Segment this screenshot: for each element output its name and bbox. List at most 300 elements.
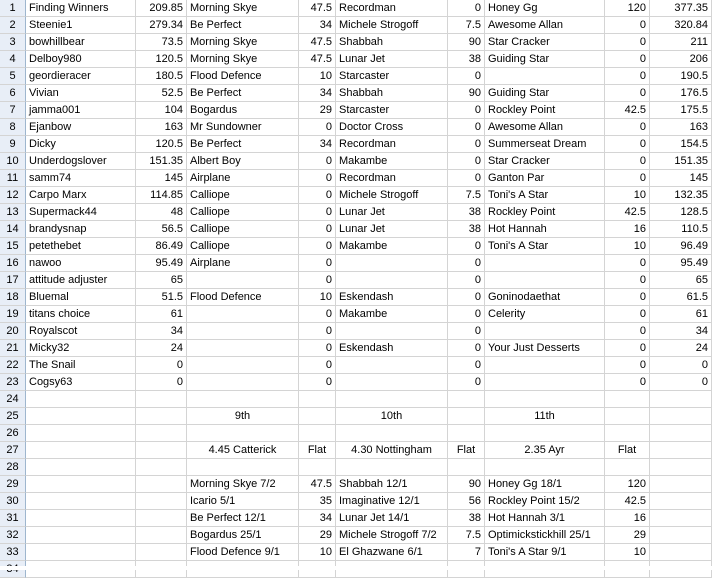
grid-cell[interactable]: 73.5 [136,34,187,51]
grid-cell[interactable]: Be Perfect [187,136,299,153]
grid-cell[interactable]: Be Perfect [187,85,299,102]
grid-cell[interactable]: 0 [448,153,485,170]
grid-cell[interactable]: brandysnap [26,221,136,238]
grid-cell[interactable] [650,425,712,442]
grid-cell[interactable]: Ejanbow [26,119,136,136]
grid-cell[interactable]: Airplane [187,255,299,272]
grid-cell[interactable]: 10 [299,68,336,85]
grid-cell[interactable]: 0 [605,85,650,102]
row-header[interactable]: 18 [0,289,26,306]
grid-cell[interactable] [650,544,712,561]
grid-cell[interactable]: 2.35 Ayr [485,442,605,459]
grid-cell[interactable]: Be Perfect 12/1 [187,510,299,527]
row-header[interactable]: 13 [0,204,26,221]
grid-cell[interactable]: Calliope [187,221,299,238]
grid-cell[interactable]: 0 [448,323,485,340]
grid-cell[interactable]: The Snail [26,357,136,374]
grid-cell[interactable] [187,459,299,476]
grid-cell[interactable]: 0 [448,170,485,187]
grid-cell[interactable] [650,476,712,493]
grid-cell[interactable]: 16 [605,221,650,238]
grid-cell[interactable] [650,459,712,476]
grid-cell[interactable]: 0 [299,187,336,204]
grid-cell[interactable]: 163 [136,119,187,136]
grid-cell[interactable] [26,493,136,510]
row-header[interactable]: 24 [0,391,26,408]
row-header[interactable]: 14 [0,221,26,238]
grid-cell[interactable] [336,255,448,272]
grid-cell[interactable]: samm74 [26,170,136,187]
grid-cell[interactable]: 29 [299,102,336,119]
grid-cell[interactable]: Goninodaethat [485,289,605,306]
grid-cell[interactable]: Calliope [187,238,299,255]
grid-cell[interactable]: Bluemal [26,289,136,306]
grid-cell[interactable] [26,510,136,527]
grid-cell[interactable]: bowhillbear [26,34,136,51]
grid-cell[interactable]: Imaginative 12/1 [336,493,448,510]
grid-cell[interactable] [485,255,605,272]
grid-cell[interactable]: attitude adjuster [26,272,136,289]
grid-cell[interactable] [485,272,605,289]
grid-cell[interactable]: Calliope [187,204,299,221]
grid-cell[interactable]: 35 [299,493,336,510]
grid-cell[interactable]: Morning Skye 7/2 [187,476,299,493]
grid-cell[interactable]: 34 [650,323,712,340]
grid-cell[interactable] [336,425,448,442]
grid-cell[interactable] [136,442,187,459]
grid-cell[interactable] [136,408,187,425]
grid-cell[interactable]: Recordman [336,170,448,187]
grid-cell[interactable]: nawoo [26,255,136,272]
grid-cell[interactable]: 65 [650,272,712,289]
grid-cell[interactable]: 0 [650,357,712,374]
grid-cell[interactable]: Morning Skye [187,0,299,17]
grid-cell[interactable]: 47.5 [299,476,336,493]
grid-cell[interactable]: 0 [605,306,650,323]
grid-cell[interactable]: 120.5 [136,136,187,153]
row-header[interactable]: 29 [0,476,26,493]
grid-cell[interactable]: 7.5 [448,527,485,544]
grid-cell[interactable]: 24 [650,340,712,357]
grid-cell[interactable]: 10 [299,289,336,306]
grid-cell[interactable]: Dicky [26,136,136,153]
grid-cell[interactable]: Airplane [187,170,299,187]
grid-cell[interactable]: 128.5 [650,204,712,221]
grid-cell[interactable]: 211 [650,34,712,51]
grid-cell[interactable] [650,527,712,544]
grid-cell[interactable]: 132.35 [650,187,712,204]
grid-cell[interactable] [485,374,605,391]
grid-cell[interactable] [485,425,605,442]
grid-cell[interactable]: Morning Skye [187,34,299,51]
grid-cell[interactable] [336,391,448,408]
grid-cell[interactable]: 47.5 [299,34,336,51]
row-header[interactable]: 1 [0,0,26,17]
grid-cell[interactable] [299,459,336,476]
grid-cell[interactable] [136,425,187,442]
grid-cell[interactable]: 0 [448,306,485,323]
grid-cell[interactable] [187,425,299,442]
grid-cell[interactable]: 38 [448,510,485,527]
grid-cell[interactable]: Honey Gg [485,0,605,17]
grid-cell[interactable]: 34 [299,85,336,102]
grid-cell[interactable]: 52.5 [136,85,187,102]
grid-cell[interactable]: 38 [448,204,485,221]
row-header[interactable]: 7 [0,102,26,119]
row-header[interactable]: 27 [0,442,26,459]
grid-cell[interactable]: Lunar Jet 14/1 [336,510,448,527]
grid-cell[interactable]: Hot Hannah 3/1 [485,510,605,527]
grid-cell[interactable]: 0 [605,17,650,34]
grid-cell[interactable] [650,391,712,408]
grid-cell[interactable]: Toni's A Star 9/1 [485,544,605,561]
grid-cell[interactable]: 90 [448,85,485,102]
grid-cell[interactable]: 90 [448,476,485,493]
grid-cell[interactable]: 176.5 [650,85,712,102]
grid-cell[interactable]: 0 [448,374,485,391]
row-header[interactable]: 25 [0,408,26,425]
grid-cell[interactable]: 154.5 [650,136,712,153]
grid-cell[interactable]: Ganton Par [485,170,605,187]
grid-cell[interactable]: jamma001 [26,102,136,119]
grid-cell[interactable]: Flood Defence [187,289,299,306]
grid-cell[interactable] [187,374,299,391]
grid-cell[interactable] [136,391,187,408]
grid-cell[interactable]: 90 [448,34,485,51]
grid-cell[interactable] [336,459,448,476]
grid-cell[interactable]: Starcaster [336,102,448,119]
grid-cell[interactable]: 7.5 [448,187,485,204]
grid-cell[interactable]: 0 [448,272,485,289]
row-header[interactable]: 19 [0,306,26,323]
row-header[interactable]: 22 [0,357,26,374]
grid-cell[interactable]: Hot Hannah [485,221,605,238]
row-header[interactable]: 5 [0,68,26,85]
grid-cell[interactable] [187,272,299,289]
grid-cell[interactable] [187,391,299,408]
grid-cell[interactable] [26,391,136,408]
grid-cell[interactable]: 0 [299,272,336,289]
grid-cell[interactable] [187,357,299,374]
grid-cell[interactable]: petethebet [26,238,136,255]
grid-cell[interactable]: 7.5 [448,17,485,34]
grid-cell[interactable]: 47.5 [299,51,336,68]
grid-cell[interactable]: 0 [605,340,650,357]
row-header[interactable]: 11 [0,170,26,187]
grid-cell[interactable] [187,340,299,357]
grid-cell[interactable]: Flood Defence 9/1 [187,544,299,561]
grid-cell[interactable]: Bogardus 25/1 [187,527,299,544]
grid-cell[interactable]: 0 [605,374,650,391]
grid-cell[interactable]: 51.5 [136,289,187,306]
grid-cell[interactable] [299,408,336,425]
grid-cell[interactable]: Cogsy63 [26,374,136,391]
grid-cell[interactable]: Makambe [336,153,448,170]
grid-cell[interactable]: 0 [136,357,187,374]
grid-cell[interactable]: 29 [605,527,650,544]
grid-cell[interactable]: 24 [136,340,187,357]
row-header[interactable]: 20 [0,323,26,340]
grid-cell[interactable] [485,323,605,340]
grid-cell[interactable]: 42.5 [605,493,650,510]
grid-cell[interactable]: 56 [448,493,485,510]
grid-cell[interactable]: 0 [448,238,485,255]
grid-cell[interactable]: 0 [605,119,650,136]
grid-cell[interactable] [650,408,712,425]
grid-cell[interactable]: 120 [605,476,650,493]
grid-cell[interactable]: 4.45 Catterick [187,442,299,459]
grid-cell[interactable]: Eskendash [336,340,448,357]
grid-cell[interactable]: 151.35 [136,153,187,170]
grid-cell[interactable] [448,391,485,408]
grid-cell[interactable] [485,459,605,476]
grid-cell[interactable] [448,425,485,442]
grid-cell[interactable]: Icario 5/1 [187,493,299,510]
grid-cell[interactable]: Toni's A Star [485,238,605,255]
grid-cell[interactable]: Starcaster [336,68,448,85]
grid-cell[interactable]: 0 [605,272,650,289]
grid-cell[interactable]: Eskendash [336,289,448,306]
grid-cell[interactable]: Makambe [336,238,448,255]
row-header[interactable]: 6 [0,85,26,102]
grid-cell[interactable]: 0 [299,340,336,357]
row-header[interactable]: 3 [0,34,26,51]
grid-cell[interactable]: 9th [187,408,299,425]
grid-cell[interactable]: 38 [448,221,485,238]
grid-cell[interactable]: El Ghazwane 6/1 [336,544,448,561]
grid-cell[interactable] [605,459,650,476]
grid-cell[interactable]: 0 [448,340,485,357]
grid-cell[interactable]: Flat [448,442,485,459]
grid-cell[interactable] [448,408,485,425]
grid-cell[interactable]: 0 [448,0,485,17]
grid-cell[interactable]: 4.30 Nottingham [336,442,448,459]
grid-cell[interactable]: Rockley Point 15/2 [485,493,605,510]
grid-cell[interactable]: 0 [605,136,650,153]
grid-cell[interactable] [485,68,605,85]
grid-cell[interactable]: Michele Strogoff [336,187,448,204]
grid-cell[interactable]: Mr Sundowner [187,119,299,136]
grid-cell[interactable]: 29 [299,527,336,544]
grid-cell[interactable]: 0 [299,204,336,221]
grid-cell[interactable]: 34 [299,136,336,153]
grid-cell[interactable]: Steenie1 [26,17,136,34]
row-header[interactable]: 17 [0,272,26,289]
grid-cell[interactable]: 0 [650,374,712,391]
grid-cell[interactable]: Celerity [485,306,605,323]
row-header[interactable]: 23 [0,374,26,391]
grid-cell[interactable]: 38 [448,51,485,68]
grid-cell[interactable]: 110.5 [650,221,712,238]
grid-cell[interactable] [336,357,448,374]
row-header[interactable]: 30 [0,493,26,510]
grid-cell[interactable]: 0 [299,357,336,374]
grid-cell[interactable]: 10th [336,408,448,425]
grid-cell[interactable]: 10 [605,187,650,204]
grid-cell[interactable]: 0 [605,170,650,187]
grid-cell[interactable] [485,391,605,408]
grid-cell[interactable]: 0 [448,136,485,153]
grid-cell[interactable]: 209.85 [136,0,187,17]
grid-cell[interactable] [448,459,485,476]
grid-cell[interactable]: 206 [650,51,712,68]
row-header[interactable]: 28 [0,459,26,476]
grid-cell[interactable]: Delboy980 [26,51,136,68]
row-header[interactable]: 32 [0,527,26,544]
grid-cell[interactable]: 61 [136,306,187,323]
grid-cell[interactable]: Lunar Jet [336,221,448,238]
grid-cell[interactable]: 0 [448,289,485,306]
grid-cell[interactable]: 145 [136,170,187,187]
grid-cell[interactable]: 42.5 [605,102,650,119]
row-header[interactable]: 21 [0,340,26,357]
grid-cell[interactable] [136,510,187,527]
grid-cell[interactable]: Star Cracker [485,34,605,51]
grid-cell[interactable]: 42.5 [605,204,650,221]
grid-cell[interactable]: 10 [605,544,650,561]
grid-cell[interactable]: 145 [650,170,712,187]
grid-cell[interactable]: Awesome Allan [485,17,605,34]
grid-cell[interactable]: Recordman [336,136,448,153]
row-header[interactable]: 10 [0,153,26,170]
grid-cell[interactable]: 0 [299,170,336,187]
grid-cell[interactable]: Vivian [26,85,136,102]
grid-cell[interactable]: Albert Boy [187,153,299,170]
grid-cell[interactable]: Calliope [187,187,299,204]
grid-cell[interactable]: Rockley Point [485,102,605,119]
grid-cell[interactable]: geordieracer [26,68,136,85]
grid-cell[interactable]: Your Just Desserts [485,340,605,357]
grid-cell[interactable] [336,272,448,289]
row-header[interactable]: 4 [0,51,26,68]
row-header[interactable]: 15 [0,238,26,255]
row-header[interactable]: 8 [0,119,26,136]
grid-cell[interactable]: Honey Gg 18/1 [485,476,605,493]
grid-cell[interactable]: titans choice [26,306,136,323]
grid-cell[interactable]: 10 [605,238,650,255]
grid-cell[interactable]: 0 [448,68,485,85]
grid-cell[interactable]: 104 [136,102,187,119]
grid-cell[interactable]: 86.49 [136,238,187,255]
grid-cell[interactable]: Micky32 [26,340,136,357]
grid-cell[interactable]: 175.5 [650,102,712,119]
grid-cell[interactable]: Optimickstickhill 25/1 [485,527,605,544]
grid-cell[interactable]: 279.34 [136,17,187,34]
grid-cell[interactable]: Carpo Marx [26,187,136,204]
grid-cell[interactable] [136,527,187,544]
grid-cell[interactable] [26,476,136,493]
grid-cell[interactable]: 0 [605,51,650,68]
grid-cell[interactable]: 377.35 [650,0,712,17]
grid-cell[interactable]: Star Cracker [485,153,605,170]
row-header[interactable]: 16 [0,255,26,272]
grid-cell[interactable]: 0 [299,238,336,255]
row-header[interactable]: 26 [0,425,26,442]
grid-cell[interactable]: 0 [299,323,336,340]
grid-cell[interactable]: 11th [485,408,605,425]
grid-cell[interactable]: 0 [605,357,650,374]
grid-cell[interactable]: 61 [650,306,712,323]
grid-cell[interactable]: 120.5 [136,51,187,68]
grid-cell[interactable] [605,408,650,425]
grid-cell[interactable] [136,493,187,510]
grid-cell[interactable]: 0 [448,357,485,374]
grid-cell[interactable] [26,408,136,425]
grid-cell[interactable] [605,391,650,408]
grid-cell[interactable]: Flat [605,442,650,459]
grid-cell[interactable]: 95.49 [136,255,187,272]
grid-cell[interactable]: Lunar Jet [336,51,448,68]
grid-cell[interactable]: 0 [605,289,650,306]
grid-cell[interactable] [136,459,187,476]
grid-cell[interactable]: 163 [650,119,712,136]
grid-cell[interactable]: 56.5 [136,221,187,238]
row-header[interactable]: 31 [0,510,26,527]
grid-cell[interactable] [299,391,336,408]
grid-cell[interactable]: Morning Skye [187,51,299,68]
grid-cell[interactable]: Michele Strogoff 7/2 [336,527,448,544]
grid-cell[interactable]: 0 [136,374,187,391]
grid-cell[interactable] [26,544,136,561]
grid-cell[interactable]: 0 [448,119,485,136]
grid-cell[interactable] [187,323,299,340]
grid-cell[interactable]: Flat [299,442,336,459]
grid-cell[interactable]: 0 [605,255,650,272]
grid-cell[interactable] [187,306,299,323]
grid-cell[interactable]: 0 [299,255,336,272]
grid-cell[interactable]: Supermack44 [26,204,136,221]
grid-cell[interactable]: 120 [605,0,650,17]
grid-cell[interactable]: 0 [299,306,336,323]
row-header[interactable]: 33 [0,544,26,561]
grid-cell[interactable]: Finding Winners [26,0,136,17]
grid-cell[interactable]: Michele Strogoff [336,17,448,34]
grid-cell[interactable]: 0 [299,221,336,238]
grid-cell[interactable] [650,510,712,527]
grid-cell[interactable]: Recordman [336,0,448,17]
row-header[interactable]: 2 [0,17,26,34]
grid-cell[interactable] [650,442,712,459]
grid-cell[interactable]: Guiding Star [485,51,605,68]
grid-cell[interactable]: 0 [299,119,336,136]
grid-cell[interactable]: 34 [299,510,336,527]
grid-cell[interactable]: 95.49 [650,255,712,272]
grid-cell[interactable]: 114.85 [136,187,187,204]
grid-cell[interactable]: 34 [299,17,336,34]
grid-cell[interactable]: 0 [605,68,650,85]
grid-cell[interactable]: 151.35 [650,153,712,170]
grid-cell[interactable] [26,459,136,476]
grid-cell[interactable]: 320.84 [650,17,712,34]
grid-cell[interactable]: Shabbah [336,34,448,51]
grid-cell[interactable] [650,493,712,510]
grid-cell[interactable]: 47.5 [299,0,336,17]
grid-cell[interactable]: 0 [299,374,336,391]
row-header[interactable]: 12 [0,187,26,204]
grid-cell[interactable]: 0 [448,102,485,119]
grid-cell[interactable]: 190.5 [650,68,712,85]
grid-cell[interactable]: 7 [448,544,485,561]
grid-cell[interactable] [26,425,136,442]
grid-cell[interactable] [336,323,448,340]
grid-cell[interactable]: 0 [448,255,485,272]
grid-cell[interactable]: 0 [605,323,650,340]
grid-cell[interactable]: Lunar Jet [336,204,448,221]
grid-cell[interactable]: 0 [299,153,336,170]
grid-cell[interactable]: Toni's A Star [485,187,605,204]
grid-cell[interactable] [136,544,187,561]
row-header[interactable]: 9 [0,136,26,153]
